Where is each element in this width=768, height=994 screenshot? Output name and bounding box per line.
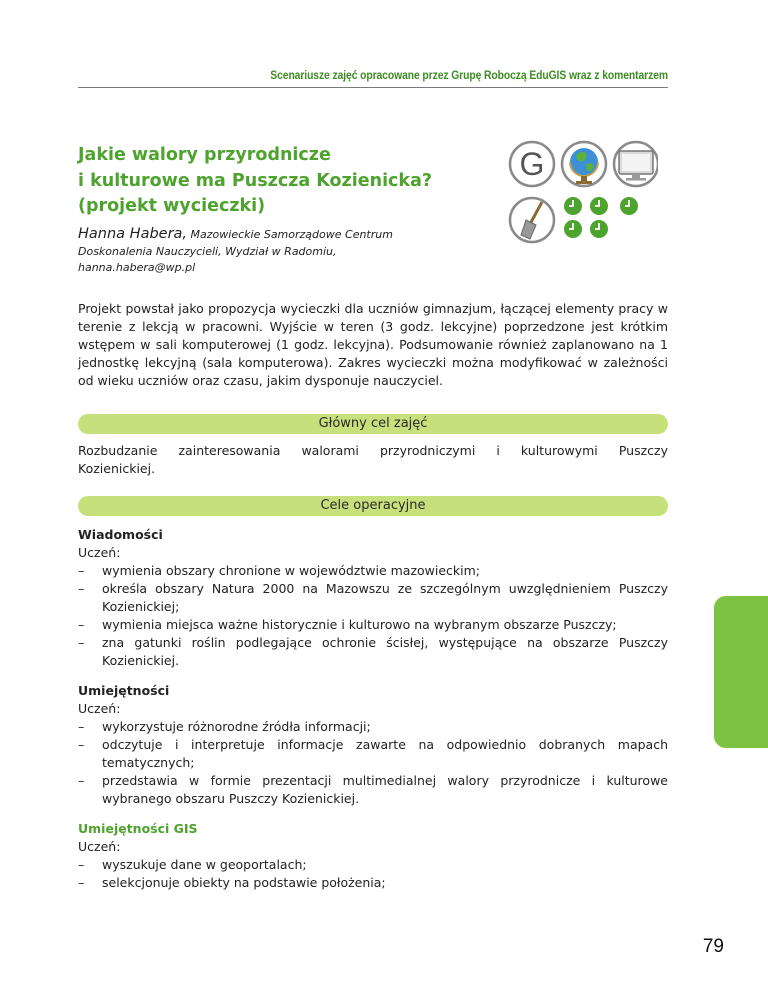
clock-icon xyxy=(620,197,638,215)
list-item-text: przedstawia w formie prezentacji multimedialnej walory przyrodnicze i kulturowe wybranego obszaru Puszczy Kozienickiej. xyxy=(102,773,668,806)
goal-word: i xyxy=(496,443,500,458)
computer-monitor-icon xyxy=(614,142,658,186)
page-number: 79 xyxy=(702,936,724,957)
skills-section xyxy=(78,682,668,808)
skills-intro: Uczeń: xyxy=(78,701,121,716)
title-line-1: Jakie walory przyrodnicze xyxy=(78,145,331,165)
list-item xyxy=(78,772,668,808)
list-dash: – xyxy=(78,581,85,596)
list-item xyxy=(78,718,668,736)
goal-word: Rozbudzanie xyxy=(78,443,158,458)
page-title xyxy=(78,143,498,220)
goal-word: kulturowymi xyxy=(520,443,598,458)
lesson-icons xyxy=(508,138,658,250)
author-name: Hanna Habera, xyxy=(78,226,188,242)
clock-icon xyxy=(564,197,582,215)
title-line-2: i kulturowe ma Puszcza Kozienicka? xyxy=(78,170,433,191)
list-dash: – xyxy=(78,857,85,872)
list-item xyxy=(78,874,668,892)
list-item xyxy=(78,634,668,670)
knowledge-intro: Uczeń: xyxy=(78,545,121,560)
globe-icon xyxy=(562,142,606,186)
gis-skills-list xyxy=(78,856,668,892)
list-item-text: wymienia obszary chronione w województwie mazowieckim; xyxy=(102,563,481,578)
author-block xyxy=(78,224,498,276)
list-dash: – xyxy=(78,719,85,734)
author-line xyxy=(78,224,498,244)
shovel-icon xyxy=(510,198,554,242)
author-affiliation-2: Doskonalenia Nauczycieli, Wydział w Radomiu, xyxy=(78,245,337,258)
gis-skills-intro: Uczeń: xyxy=(78,839,121,854)
main-goal-heading: Główny cel zajęć xyxy=(78,414,668,434)
goal-word: przyrodniczymi xyxy=(379,443,476,458)
operational-goals-heading: Cele operacyjne xyxy=(78,496,668,516)
list-item-text: odczytuje i interpretuje informacje zawarte na odpowiednio dobranych mapach tematycznych; xyxy=(102,737,668,770)
intro-paragraph: Projekt powstał jako propozycja wycieczki dla uczniów gimnazjum, łączącej elementy pracy w terenie z lekcją w pracowni. Wyjście w teren (3 godz. lekcyjne) poprzedzone jest krótkim wstępem w sali komputerowej (1 godz. lekcyjna). Podsumowanie również zaplanowano na 1 jednostkę lekcyjną (sala komputerowa). Zakres wycieczki można modyfikować w zależności od wieku uczniów oraz czasu, jakim dysponuje nauczyciel. xyxy=(78,301,668,388)
geography-letter: G xyxy=(519,146,545,182)
running-header: Scenariusze zajęć opracowane przez Grupę Roboczą EduGIS wraz z komentarzem xyxy=(270,70,668,82)
knowledge-heading: Wiadomości xyxy=(78,527,163,542)
gis-skills-heading: Umiejętności GIS xyxy=(78,821,198,836)
list-item-text: określa obszary Natura 2000 na Mazowszu ze szczególnym uwzględnieniem Puszczy Kozienickiej; xyxy=(102,581,668,614)
header-rule xyxy=(78,87,668,88)
title-line-3: (projekt wycieczki) xyxy=(78,196,266,216)
knowledge-list xyxy=(78,562,668,670)
list-item-text: zna gatunki roślin podlegające ochronie ścisłej, występujące na obszarze Puszczy Kozienickiej. xyxy=(102,635,668,668)
list-item xyxy=(78,580,668,616)
geography-letter-icon xyxy=(510,142,554,186)
skills-list xyxy=(78,718,668,808)
author-affiliation-1: Mazowieckie Samorządowe Centrum xyxy=(187,228,393,241)
list-item-text: wyszukuje dane w geoportalach; xyxy=(102,857,307,872)
list-item xyxy=(78,562,668,580)
list-dash: – xyxy=(78,635,85,650)
list-item xyxy=(78,856,668,874)
list-item xyxy=(78,616,668,634)
goal-word: Puszczy xyxy=(618,443,668,458)
chapter-side-tab xyxy=(714,596,768,748)
list-dash: – xyxy=(78,737,85,752)
goal-word: walorami xyxy=(301,443,359,458)
knowledge-section xyxy=(78,526,668,670)
list-dash: – xyxy=(78,563,85,578)
gis-skills-section xyxy=(78,820,668,892)
main-goal-text xyxy=(78,442,668,478)
list-dash: – xyxy=(78,617,85,632)
clock-icon xyxy=(564,220,582,238)
list-item xyxy=(78,736,668,772)
list-item-text: wykorzystuje różnorodne źródła informacji; xyxy=(102,719,371,734)
clock-icon xyxy=(590,220,608,238)
list-dash: – xyxy=(78,875,85,890)
lesson-hour-icon xyxy=(564,197,638,238)
skills-heading: Umiejętności xyxy=(78,683,170,698)
author-email: hanna.habera@wp.pl xyxy=(78,261,196,274)
main-goal-line-1 xyxy=(78,442,668,460)
list-dash: – xyxy=(78,773,85,788)
list-item-text: selekcjonuje obiekty na podstawie położenia; xyxy=(102,875,386,890)
list-item-text: wymienia miejsca ważne historycznie i kulturowo na wybranym obszarze Puszczy; xyxy=(102,617,617,632)
goal-word: zainteresowania xyxy=(178,443,281,458)
main-goal-line-2: Kozienickiej. xyxy=(78,461,156,476)
clock-icon xyxy=(590,197,608,215)
